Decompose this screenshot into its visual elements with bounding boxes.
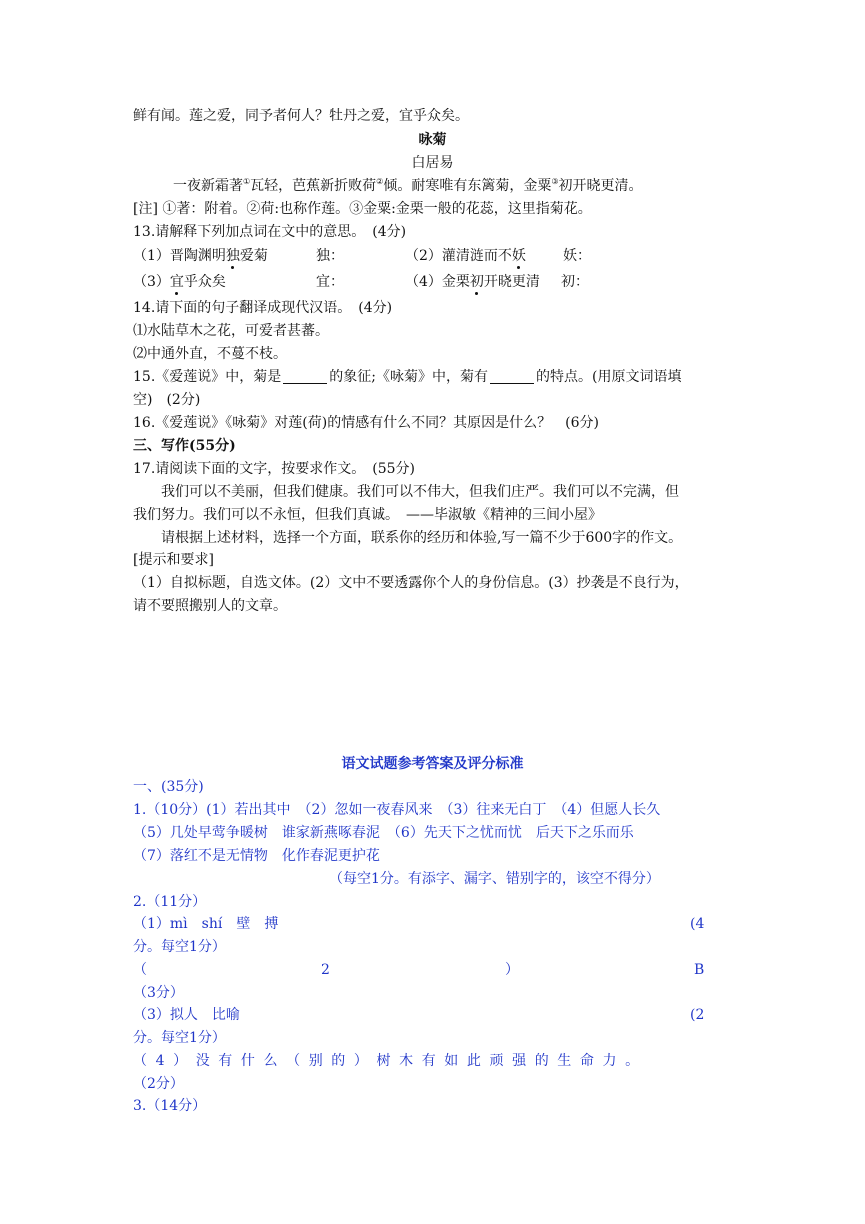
q15-line2: 空) (2分)	[133, 392, 201, 408]
answer-section: 一、(35分)	[133, 779, 204, 795]
answer-2-2-tail: （3分）	[133, 985, 184, 1001]
answer-1-line: 1.（10分）(1）若出其中 （2）忽如一夜春风来 （3）往来无白丁 （4）但愿人长久	[133, 802, 661, 818]
footnote-mark: ②	[376, 177, 384, 186]
q13-answer-label: 宜：	[316, 274, 344, 290]
fill-blank[interactable]	[490, 369, 534, 384]
q13-title: 13.请解释下列加点词在文中的意思。 (4分)	[133, 224, 407, 240]
q15-text: 15.《爱莲说》中，菊是	[133, 369, 282, 385]
q16: 16.《爱莲说》《咏菊》对莲(荷)的情感有什么不同？其原因是什么？ (6分)	[133, 415, 600, 431]
q13-row1	[133, 246, 591, 266]
q17-paragraph: 我们可以不美丽，但我们健康。我们可以不伟大，但我们庄严。我们可以不完满，但	[161, 484, 679, 500]
poem-text: 初开晓更清。	[558, 178, 643, 194]
q13-item-text: 开晓更清	[483, 274, 540, 290]
q17-tips: （1）自拟标题，自选文体。(2）文中不要透露你个人的身份信息。(3）抄袭是不良行为，	[133, 575, 689, 591]
answer-2-1	[133, 914, 705, 934]
q14-title: 14.请下面的句子翻译成现代汉语。 (4分)	[133, 300, 393, 316]
footnote-mark: ③	[551, 177, 559, 186]
q13-row2	[133, 272, 589, 292]
q17-tips: 请不要照搬别人的文章。	[133, 598, 287, 614]
q14-sentence-2: ⑵中通外直，不蔓不枝。	[133, 346, 287, 362]
q15-text: 的特点。(用原文词语填	[535, 369, 682, 385]
section-heading: 三、写作(55分)	[133, 438, 236, 454]
dotted-word: 宜	[169, 274, 184, 290]
dotted-word: 独	[225, 248, 240, 264]
q15-text: 的象征;《咏菊》中，菊有	[329, 369, 488, 385]
answer-text: （1）mì shí 壁 搏	[133, 916, 279, 932]
q13-item-text: （3）	[133, 274, 170, 290]
poem-body	[173, 176, 643, 196]
q17-tips-title: [提示和要求]	[133, 552, 214, 568]
answer-title: 语文试题参考答案及评分标准	[341, 756, 524, 772]
answer-1-line: （5）几处早莺争暖树 谁家新燕啄春泥 （6）先天下之忧而忧 后天下之乐而乐	[133, 825, 634, 841]
answer-2-title: 2.（11分）	[133, 894, 207, 910]
q17-title: 17.请阅读下面的文字，按要求作文。 (55分)	[133, 461, 416, 477]
intro-line: 鲜有闻。莲之爱，同予者何人？牡丹之爱，宜乎众矣。	[133, 108, 469, 124]
answer-choice: B	[694, 962, 705, 978]
answer-number: 2	[321, 962, 330, 978]
q13-item-text: 乎众矣	[183, 274, 226, 290]
q13-answer-label: 独：	[316, 248, 344, 264]
dotted-word: 初	[469, 274, 484, 290]
answer-score: (4	[690, 916, 705, 932]
answer-1-note: （每空1分。有添字、漏字、错别字的，该空不得分）	[329, 871, 660, 887]
answer-3-title: 3.（14分）	[133, 1098, 207, 1114]
q13-item-text: 爱菊	[239, 248, 268, 264]
q17-paragraph: 我们努力。我们可以不永恒，但我们真诚。 ——毕淑敏《精神的三间小屋》	[133, 507, 602, 523]
answer-2-1-tail: 分。每空1分）	[133, 939, 226, 955]
poem-author: 白居易	[411, 155, 454, 171]
answer-text: ）	[505, 962, 519, 978]
answer-1-line: （7）落红不是无情物 化作春泥更护花	[133, 848, 380, 864]
answer-text: （3）拟人 比喻	[133, 1007, 240, 1023]
q14-sentence-1: ⑴水陆草木之花，可爱者甚蕃。	[133, 323, 329, 339]
footnote-mark: ①	[243, 177, 251, 186]
answer-2-3	[133, 1005, 705, 1025]
answer-2-2	[133, 960, 705, 980]
answer-2-4-tail: （2分）	[133, 1076, 184, 1092]
q13-item-text: （4）金栗	[405, 274, 470, 290]
poem-text: 倾。耐寒唯有东篱菊，金粟	[383, 178, 552, 194]
q13-answer-label: 初：	[561, 274, 589, 290]
answer-2-3-tail: 分。每空1分）	[133, 1030, 226, 1046]
q13-answer-label: 妖：	[563, 248, 591, 264]
answer-text: （	[133, 962, 147, 978]
q13-item-text: （1）晋陶渊明	[133, 248, 226, 264]
dotted-word: 妖	[511, 248, 526, 264]
q15-line1	[133, 367, 681, 387]
poem-text: 一夜新霜著	[173, 178, 243, 194]
poem-note: [注] ①著：附着。②荷:也称作莲。③金粟:金栗一般的花蕊，这里指菊花。	[133, 201, 592, 217]
answer-2-4: （4）没有什么（别的）树木有如此顽强的生命力。	[133, 1053, 648, 1069]
q17-paragraph: 请根据上述材料，选择一个方面，联系你的经历和体验,写一篇不少于600字的作文。	[161, 530, 683, 546]
poem-title: 咏菊	[418, 132, 447, 148]
fill-blank[interactable]	[283, 369, 327, 384]
poem-text: 瓦轻，芭蕉新折败荷	[250, 178, 377, 194]
q13-item-text: （2）灌清涟而不	[405, 248, 512, 264]
answer-score: (2	[690, 1007, 705, 1023]
